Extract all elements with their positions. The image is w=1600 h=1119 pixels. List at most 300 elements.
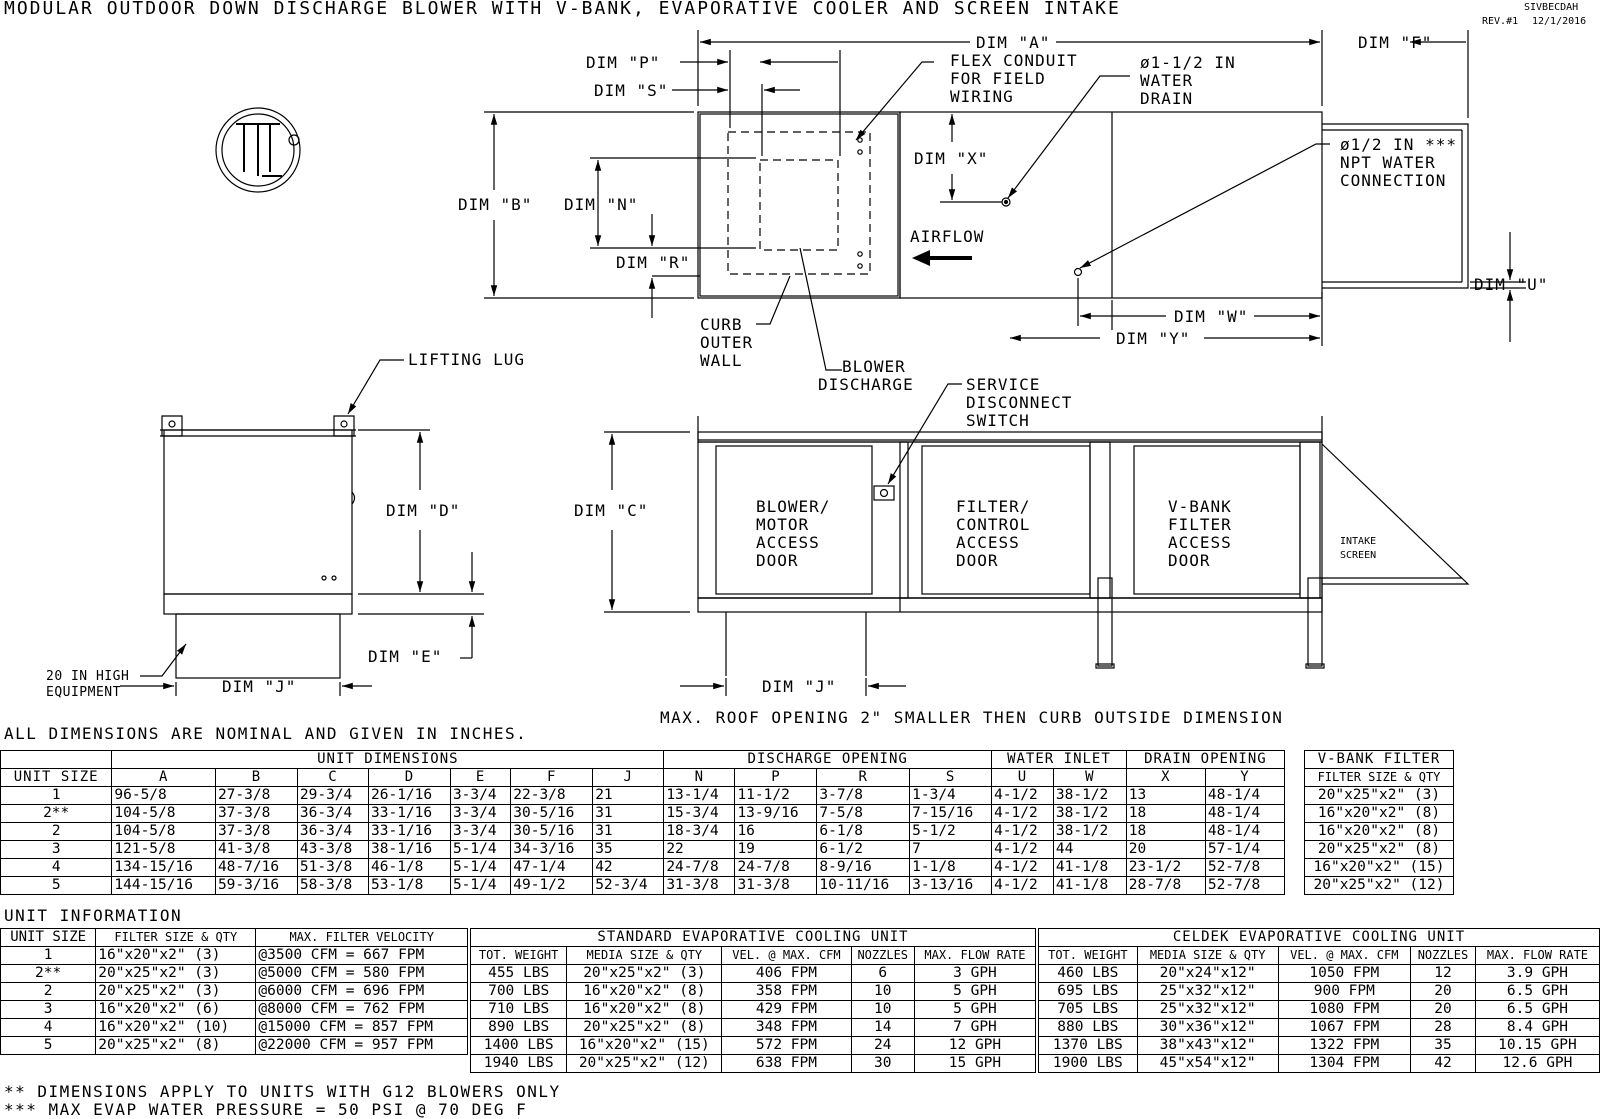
flex-conduit-label-2: FOR FIELD [950, 69, 1046, 88]
table-cell: 45"x54"x12" [1137, 1055, 1278, 1073]
dim-c-label: DIM "C" [574, 501, 649, 520]
table-cell: 43-3/8 [297, 841, 368, 859]
table-cell: 38-1/2 [1053, 787, 1126, 805]
table-cell: 3-3/4 [450, 823, 510, 841]
airflow-label: AIRFLOW [910, 227, 985, 246]
table-cell: 3 GPH [914, 965, 1035, 983]
table-cell: 7 [910, 841, 992, 859]
dim-col-header: N [664, 769, 735, 787]
vbank-filter-door-label [1168, 497, 1232, 570]
table-cell: 35 [593, 841, 664, 859]
table-cell: 572 FPM [722, 1037, 851, 1055]
curb-label-2: EQUIPMENT [46, 685, 121, 700]
table-row [471, 1001, 1036, 1019]
dim-col-header: R [817, 769, 910, 787]
dim-d-label: DIM "D" [386, 501, 461, 520]
dim-col-header: D [369, 769, 451, 787]
table-cell: 7-15/16 [910, 805, 992, 823]
table-cell: 358 FPM [722, 983, 851, 1001]
table-row [1039, 1037, 1600, 1055]
svg-text:FILTER: FILTER [1168, 515, 1232, 534]
table-cell: 121-5/8 [112, 841, 216, 859]
table-cell: 34-3/16 [511, 841, 593, 859]
table-cell: 48-7/16 [215, 859, 297, 877]
table-cell: 38-1/16 [369, 841, 451, 859]
dim-col-header: S [910, 769, 992, 787]
col-header: VEL. @ MAX. CFM [1278, 947, 1410, 965]
table-cell: @6000 CFM = 696 FPM [256, 983, 468, 1001]
std-title: STANDARD EVAPORATIVE COOLING UNIT [471, 929, 1036, 947]
table-cell: 1067 FPM [1278, 1019, 1410, 1037]
dim-col-header: E [450, 769, 510, 787]
table-cell: 30-5/16 [511, 823, 593, 841]
dim-r-label: DIM "R" [616, 253, 691, 272]
svg-text:MOTOR: MOTOR [756, 515, 810, 534]
table-row [1, 859, 1285, 877]
table-cell: 4-1/2 [992, 805, 1054, 823]
table-cell: 4-1/2 [992, 823, 1054, 841]
table-cell: 13 [1126, 787, 1205, 805]
dim-col-header: X [1126, 769, 1205, 787]
vbank-subtitle: FILTER SIZE & QTY [1305, 769, 1454, 787]
table-cell: 13-1/4 [664, 787, 735, 805]
table-cell: 6-1/8 [817, 823, 910, 841]
curb-wall-label-3: WALL [700, 351, 743, 370]
table-row [1, 1019, 468, 1037]
table-cell: 20 [1126, 841, 1205, 859]
dim-table-blank [1, 751, 112, 769]
svg-text:DOOR: DOOR [756, 551, 799, 570]
table-cell: 1322 FPM [1278, 1037, 1410, 1055]
dimensions-note: ALL DIMENSIONS ARE NOMINAL AND GIVEN IN INCHES. [4, 724, 528, 743]
revision-date: 12/1/2016 [1532, 16, 1587, 27]
standard-evap-table [470, 928, 1036, 1073]
svg-text:CONTROL: CONTROL [956, 515, 1031, 534]
table-cell: 5-1/4 [450, 841, 510, 859]
table-cell: 31 [593, 823, 664, 841]
table-cell: 6 [851, 965, 914, 983]
table-cell: 41-1/8 [1053, 859, 1126, 877]
blower-discharge-label-1: BLOWER [842, 357, 906, 376]
table-cell: 37-3/8 [215, 805, 297, 823]
end-view [120, 360, 484, 696]
table-cell: 10 [851, 1001, 914, 1019]
info-col-filter: FILTER SIZE & QTY [96, 929, 256, 947]
info-col-unit: UNIT SIZE [1, 929, 96, 947]
table-row [1039, 1019, 1600, 1037]
table-cell: 5 GPH [914, 1001, 1035, 1019]
dim-col-header: C [297, 769, 368, 787]
table-cell: 104-5/8 [112, 805, 216, 823]
table-cell: 1 [1, 787, 112, 805]
table-cell: 20"x25"x2" (3) [96, 965, 256, 983]
table-row [1, 1001, 468, 1019]
table-cell: 16"x20"x2" (3) [96, 947, 256, 965]
dim-col-header: A [112, 769, 216, 787]
table-cell: 52-3/4 [593, 877, 664, 895]
roof-opening-note: MAX. ROOF OPENING 2" SMALLER THEN CURB OUTSIDE DIMENSION [660, 708, 1284, 727]
vbank-filter-table [1304, 750, 1454, 895]
table-cell: 58-3/8 [297, 877, 368, 895]
table-cell: 42 [593, 859, 664, 877]
dim-col-header: U [992, 769, 1054, 787]
table-cell: 16"x20"x2" (8) [1305, 823, 1454, 841]
table-cell: 96-5/8 [112, 787, 216, 805]
table-cell: 36-3/4 [297, 823, 368, 841]
table-cell: 10-11/16 [817, 877, 910, 895]
table-cell: 5 [1, 877, 112, 895]
table-cell: 12 [1411, 965, 1476, 983]
table-cell: 3-7/8 [817, 787, 910, 805]
service-disconnect-label-2: DISCONNECT [966, 393, 1073, 412]
table-row [1, 823, 1285, 841]
table-cell: 48-1/4 [1205, 787, 1284, 805]
water-drain-label-3: DRAIN [1140, 89, 1194, 108]
table-cell: 12 GPH [914, 1037, 1035, 1055]
table-cell: 695 LBS [1039, 983, 1138, 1001]
table-cell: 35 [1411, 1037, 1476, 1055]
table-row [1305, 823, 1454, 841]
table-cell: 52-7/8 [1205, 859, 1284, 877]
table-cell: 1400 LBS [471, 1037, 567, 1055]
table-cell: 7 GPH [914, 1019, 1035, 1037]
table-row [471, 1055, 1036, 1073]
table-cell: 20"x25"x2" (3) [96, 983, 256, 1001]
table-cell: 16"x20"x2" (6) [96, 1001, 256, 1019]
intake-screen-label-1: INTAKE [1340, 536, 1377, 547]
doc-id: SIVBECDAH [1524, 2, 1579, 13]
celdek-title: CELDEK EVAPORATIVE COOLING UNIT [1039, 929, 1600, 947]
dim-e-label: DIM "E" [368, 647, 443, 666]
table-cell: 20"x25"x2" (8) [1305, 841, 1454, 859]
svg-text:ACCESS: ACCESS [756, 533, 820, 552]
table-cell: 2 [1, 983, 96, 1001]
table-cell: 406 FPM [722, 965, 851, 983]
water-drain-label-2: WATER [1140, 71, 1194, 90]
footnote-water-pressure: *** MAX EVAP WATER PRESSURE = 50 PSI @ 70 DEG F [4, 1100, 528, 1119]
table-cell: 13-9/16 [735, 805, 817, 823]
table-cell: 21 [593, 787, 664, 805]
col-header: TOT. WEIGHT [1039, 947, 1138, 965]
svg-text:ACCESS: ACCESS [956, 533, 1020, 552]
table-cell: 429 FPM [722, 1001, 851, 1019]
table-cell: 18 [1126, 823, 1205, 841]
celdek-evap-table [1038, 928, 1600, 1073]
table-cell: 30 [851, 1055, 914, 1073]
table-cell: 44 [1053, 841, 1126, 859]
svg-text:DOOR: DOOR [1168, 551, 1211, 570]
table-cell: 18 [1126, 805, 1205, 823]
table-cell: 28-7/8 [1126, 877, 1205, 895]
table-row [1, 841, 1285, 859]
curb-wall-label-1: CURB [700, 315, 743, 334]
table-cell: 16"x20"x2" (15) [567, 1037, 722, 1055]
table-cell: 880 LBS [1039, 1019, 1138, 1037]
blower-discharge-label-2: DISCHARGE [818, 375, 914, 394]
col-header: MEDIA SIZE & QTY [567, 947, 722, 965]
table-cell: 4-1/2 [992, 877, 1054, 895]
table-cell: 12.6 GPH [1475, 1055, 1599, 1073]
table-cell: 8-9/16 [817, 859, 910, 877]
table-cell: 16"x20"x2" (8) [1305, 805, 1454, 823]
table-row [1, 983, 468, 1001]
table-row [471, 983, 1036, 1001]
dim-x-label: DIM "X" [914, 149, 989, 168]
dim-col-header: W [1053, 769, 1126, 787]
table-cell: 1370 LBS [1039, 1037, 1138, 1055]
table-row [1039, 983, 1600, 1001]
table-cell: 6.5 GPH [1475, 1001, 1599, 1019]
table-cell: 5 [1, 1037, 96, 1055]
table-cell: 104-5/8 [112, 823, 216, 841]
table-row [1, 877, 1285, 895]
unit-dimensions-table [0, 750, 1285, 895]
water-drain-label-1: ø1-1/2 IN [1140, 53, 1236, 72]
unit-information-label: UNIT INFORMATION [4, 906, 183, 925]
dim-p-label: DIM "P" [586, 53, 661, 72]
dim-n-label: DIM "N" [564, 195, 639, 214]
table-cell: 638 FPM [722, 1055, 851, 1073]
table-cell: 41-3/8 [215, 841, 297, 859]
table-cell: 20 [1411, 1001, 1476, 1019]
table-row [1305, 841, 1454, 859]
table-cell: 33-1/16 [369, 823, 451, 841]
group-drain-opening: DRAIN OPENING [1126, 751, 1284, 769]
dim-u-label: DIM "U" [1474, 275, 1549, 294]
table-cell: 5-1/2 [910, 823, 992, 841]
table-cell: 7-5/8 [817, 805, 910, 823]
table-cell: 31 [593, 805, 664, 823]
table-cell: 46-1/8 [369, 859, 451, 877]
table-cell: 455 LBS [471, 965, 567, 983]
table-cell: 24-7/8 [664, 859, 735, 877]
table-cell: 890 LBS [471, 1019, 567, 1037]
table-cell: 16 [735, 823, 817, 841]
dim-a-label: DIM "A" [976, 33, 1051, 52]
table-cell: 16"x20"x2" (8) [567, 983, 722, 1001]
table-cell: 27-3/8 [215, 787, 297, 805]
table-cell: 460 LBS [1039, 965, 1138, 983]
dim-y-label: DIM "Y" [1116, 329, 1191, 348]
table-cell: 15-3/4 [664, 805, 735, 823]
table-cell: 51-3/8 [297, 859, 368, 877]
footnote-g12: ** DIMENSIONS APPLY TO UNITS WITH G12 BLOWERS ONLY [4, 1082, 561, 1101]
table-cell: @15000 CFM = 857 FPM [256, 1019, 468, 1037]
table-cell: 20"x25"x2" (8) [96, 1037, 256, 1055]
service-disconnect-label-3: SWITCH [966, 411, 1030, 430]
table-row [1039, 965, 1600, 983]
table-cell: 6-1/2 [817, 841, 910, 859]
table-cell: @5000 CFM = 580 FPM [256, 965, 468, 983]
table-cell: 705 LBS [1039, 1001, 1138, 1019]
svg-text:FILTER/: FILTER/ [956, 497, 1031, 516]
table-cell: 1-1/8 [910, 859, 992, 877]
table-cell: 36-3/4 [297, 805, 368, 823]
table-cell: 3 [1, 841, 112, 859]
table-cell: 1 [1, 947, 96, 965]
table-cell: 25"x32"x12" [1137, 983, 1278, 1001]
table-cell: 16"x20"x2" (15) [1305, 859, 1454, 877]
table-cell: 1080 FPM [1278, 1001, 1410, 1019]
col-header: VEL. @ MAX. CFM [722, 947, 851, 965]
dim-f-label: DIM "F" [1358, 33, 1433, 52]
table-row [1305, 805, 1454, 823]
table-cell: 10.15 GPH [1475, 1037, 1599, 1055]
col-header: NOZZLES [1411, 947, 1476, 965]
table-cell: 11-1/2 [735, 787, 817, 805]
svg-text:V-BANK: V-BANK [1168, 497, 1232, 516]
table-cell: 42 [1411, 1055, 1476, 1073]
table-cell: 22 [664, 841, 735, 859]
table-cell: 20"x25"x2" (3) [1305, 787, 1454, 805]
table-cell: 4-1/2 [992, 787, 1054, 805]
table-cell: 57-1/4 [1205, 841, 1284, 859]
table-cell: 41-1/8 [1053, 877, 1126, 895]
col-header: MEDIA SIZE & QTY [1137, 947, 1278, 965]
table-row [1039, 1055, 1600, 1073]
table-row [1305, 859, 1454, 877]
dim-col-header: P [735, 769, 817, 787]
svg-text:ACCESS: ACCESS [1168, 533, 1232, 552]
table-cell: 19 [735, 841, 817, 859]
dim-j-end-label: DIM "J" [222, 677, 297, 696]
table-cell: 5-1/4 [450, 859, 510, 877]
table-cell: 28 [1411, 1019, 1476, 1037]
flex-conduit-label-3: WIRING [950, 87, 1014, 106]
dim-col-header: F [511, 769, 593, 787]
table-cell: 3-3/4 [450, 805, 510, 823]
table-cell: @8000 CFM = 762 FPM [256, 1001, 468, 1019]
table-cell: 24-7/8 [735, 859, 817, 877]
table-cell: @3500 CFM = 667 FPM [256, 947, 468, 965]
col-header: NOZZLES [851, 947, 914, 965]
drawing-title: MODULAR OUTDOOR DOWN DISCHARGE BLOWER WITH V-BANK, EVAPORATIVE COOLER AND SCREEN INTAKE [4, 0, 1121, 19]
table-cell: 4 [1, 859, 112, 877]
table-cell: 29-3/4 [297, 787, 368, 805]
unit-information-table [0, 928, 468, 1055]
table-cell: 3-3/4 [450, 787, 510, 805]
curb-label-1: 20 IN HIGH [46, 669, 130, 684]
table-cell: 14 [851, 1019, 914, 1037]
table-cell: 37-3/8 [215, 823, 297, 841]
table-cell: 20"x25"x2" (8) [567, 1019, 722, 1037]
table-cell: 348 FPM [722, 1019, 851, 1037]
table-row [1305, 877, 1454, 895]
npt-label-3: CONNECTION [1340, 171, 1447, 190]
flex-conduit-label-1: FLEX CONDUIT [950, 51, 1078, 70]
table-cell: 16"x20"x2" (10) [96, 1019, 256, 1037]
table-cell: 22-3/8 [511, 787, 593, 805]
table-row [1, 947, 468, 965]
dim-col-header: UNIT SIZE [1, 769, 112, 787]
table-cell: 15 GPH [914, 1055, 1035, 1073]
table-cell: 3 [1, 1001, 96, 1019]
svg-text:DOOR: DOOR [956, 551, 999, 570]
table-row [471, 965, 1036, 983]
table-cell: 2 [1, 823, 112, 841]
table-cell: 1-3/4 [910, 787, 992, 805]
table-cell: 20 [1411, 983, 1476, 1001]
table-cell: 48-1/4 [1205, 823, 1284, 841]
table-cell: 25"x32"x12" [1137, 1001, 1278, 1019]
blower-access-door-label [756, 497, 830, 570]
table-cell: 1900 LBS [1039, 1055, 1138, 1073]
table-cell: 20"x25"x2" (12) [1305, 877, 1454, 895]
group-water-inlet: WATER INLET [992, 751, 1127, 769]
table-row [1, 805, 1285, 823]
npt-label-2: NPT WATER [1340, 153, 1436, 172]
table-cell: @22000 CFM = 957 FPM [256, 1037, 468, 1055]
table-cell: 38-1/2 [1053, 823, 1126, 841]
table-cell: 4-1/2 [992, 841, 1054, 859]
table-cell: 1050 FPM [1278, 965, 1410, 983]
table-cell: 52-7/8 [1205, 877, 1284, 895]
table-cell: 900 FPM [1278, 983, 1410, 1001]
table-cell: 20"x25"x2" (3) [567, 965, 722, 983]
filter-control-door-label [956, 497, 1030, 570]
dim-s-label: DIM "S" [594, 81, 669, 100]
intake-screen-label-2: SCREEN [1340, 550, 1377, 561]
table-cell: 30"x36"x12" [1137, 1019, 1278, 1037]
lifting-lug-label: LIFTING LUG [408, 350, 525, 369]
table-cell: 30-5/16 [511, 805, 593, 823]
info-col-velocity: MAX. FILTER VELOCITY [256, 929, 468, 947]
table-cell: 1304 FPM [1278, 1055, 1410, 1073]
table-row [1039, 1001, 1600, 1019]
table-row [1, 1037, 468, 1055]
dim-b-label: DIM "B" [458, 195, 533, 214]
curb-wall-label-2: OUTER [700, 333, 754, 352]
table-cell: 38"x43"x12" [1137, 1037, 1278, 1055]
table-cell: 31-3/8 [664, 877, 735, 895]
table-row [1, 965, 468, 983]
table-cell: 4 [1, 1019, 96, 1037]
table-cell: 53-1/8 [369, 877, 451, 895]
table-row [1, 787, 1285, 805]
table-cell: 3-13/16 [910, 877, 992, 895]
table-cell: 23-1/2 [1126, 859, 1205, 877]
table-cell: 710 LBS [471, 1001, 567, 1019]
table-cell: 20"x24"x12" [1137, 965, 1278, 983]
revision: REV.#1 [1482, 16, 1519, 27]
table-cell: 2** [1, 805, 112, 823]
table-cell: 6.5 GPH [1475, 983, 1599, 1001]
group-unit-dimensions: UNIT DIMENSIONS [112, 751, 664, 769]
table-cell: 144-15/16 [112, 877, 216, 895]
service-disconnect-label-1: SERVICE [966, 375, 1041, 394]
table-cell: 1940 LBS [471, 1055, 567, 1073]
side-view [604, 384, 1468, 696]
dim-col-header: J [593, 769, 664, 787]
table-cell: 5 GPH [914, 983, 1035, 1001]
col-header: MAX. FLOW RATE [914, 947, 1035, 965]
dim-col-header: B [215, 769, 297, 787]
group-discharge-opening: DISCHARGE OPENING [664, 751, 992, 769]
dim-j-side-label: DIM "J" [762, 677, 837, 696]
table-cell: 20"x25"x2" (12) [567, 1055, 722, 1073]
table-row [471, 1037, 1036, 1055]
npt-label-1: ø1/2 IN *** [1340, 135, 1457, 154]
table-cell: 31-3/8 [735, 877, 817, 895]
table-cell: 8.4 GPH [1475, 1019, 1599, 1037]
table-cell: 134-15/16 [112, 859, 216, 877]
table-cell: 700 LBS [471, 983, 567, 1001]
table-row [1305, 787, 1454, 805]
table-cell: 59-3/16 [215, 877, 297, 895]
dim-col-header: Y [1205, 769, 1284, 787]
table-cell: 33-1/16 [369, 805, 451, 823]
table-cell: 47-1/4 [511, 859, 593, 877]
